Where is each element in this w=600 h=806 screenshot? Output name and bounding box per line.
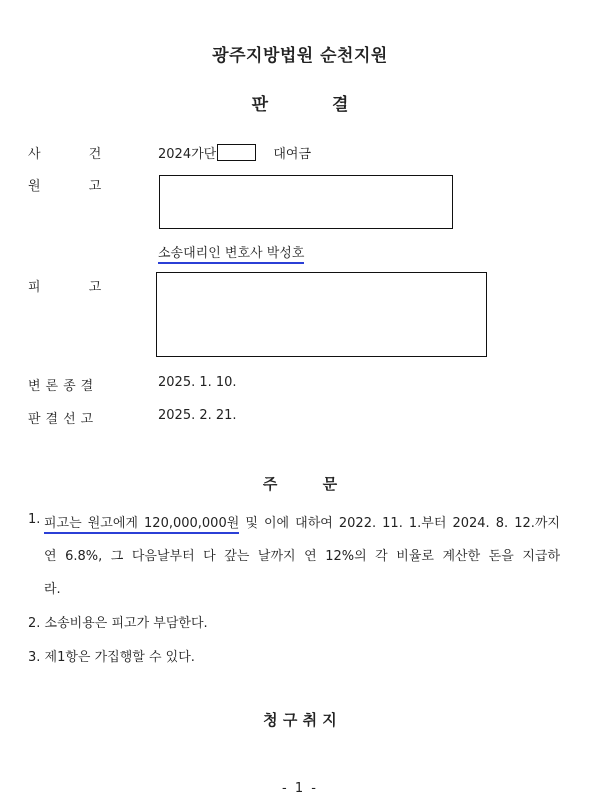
case-number-prefix: 2024가단	[158, 147, 217, 162]
plaintiff-redaction-box	[159, 175, 453, 229]
case-number	[158, 143, 311, 162]
order-item-1-number: 1.	[28, 512, 41, 527]
order-item-2: 2. 소송비용은 피고가 부담한다.	[28, 616, 208, 631]
order-item-1-rest: 및 이에 대하여 2022. 11. 1.부터 2024. 8. 12.까지	[245, 516, 560, 531]
order-item-1-amount: 피고는 원고에게 120,000,000원	[44, 516, 239, 534]
verdict-date: 2025. 2. 21.	[158, 408, 237, 423]
page-number: - 1 -	[282, 781, 318, 796]
order-heading: 주 문	[262, 475, 338, 493]
order-item-1-line-3: 라.	[44, 582, 61, 597]
document-title: 판 결	[251, 95, 349, 115]
order-item-3: 3. 제1항은 가집행할 수 있다.	[28, 650, 195, 665]
order-item-1-line-2: 연 6.8%, 그 다음날부터 다 갚는 날까지 연 12%의 각 비율로 계산한 돈을 지급하	[44, 549, 560, 564]
closing-date: 2025. 1. 10.	[158, 375, 237, 390]
plaintiff-attorney-text: 소송대리인 변호사 박성호	[158, 246, 304, 264]
plaintiff-attorney	[158, 242, 304, 261]
plaintiff-label: 원 고	[28, 179, 102, 194]
court-name: 광주지방법원 순천지원	[212, 46, 388, 66]
case-name: 대여금	[273, 147, 312, 162]
defendant-label: 피 고	[28, 280, 102, 295]
order-item-1-line-1	[44, 512, 560, 531]
defendant-redaction-box	[156, 272, 487, 357]
case-number-redaction	[217, 144, 256, 161]
case-label: 사 건	[28, 147, 102, 162]
verdict-label: 판결선고	[28, 412, 99, 427]
claim-heading: 청 구 취 지	[263, 711, 337, 729]
closing-label: 변론종결	[28, 379, 99, 394]
